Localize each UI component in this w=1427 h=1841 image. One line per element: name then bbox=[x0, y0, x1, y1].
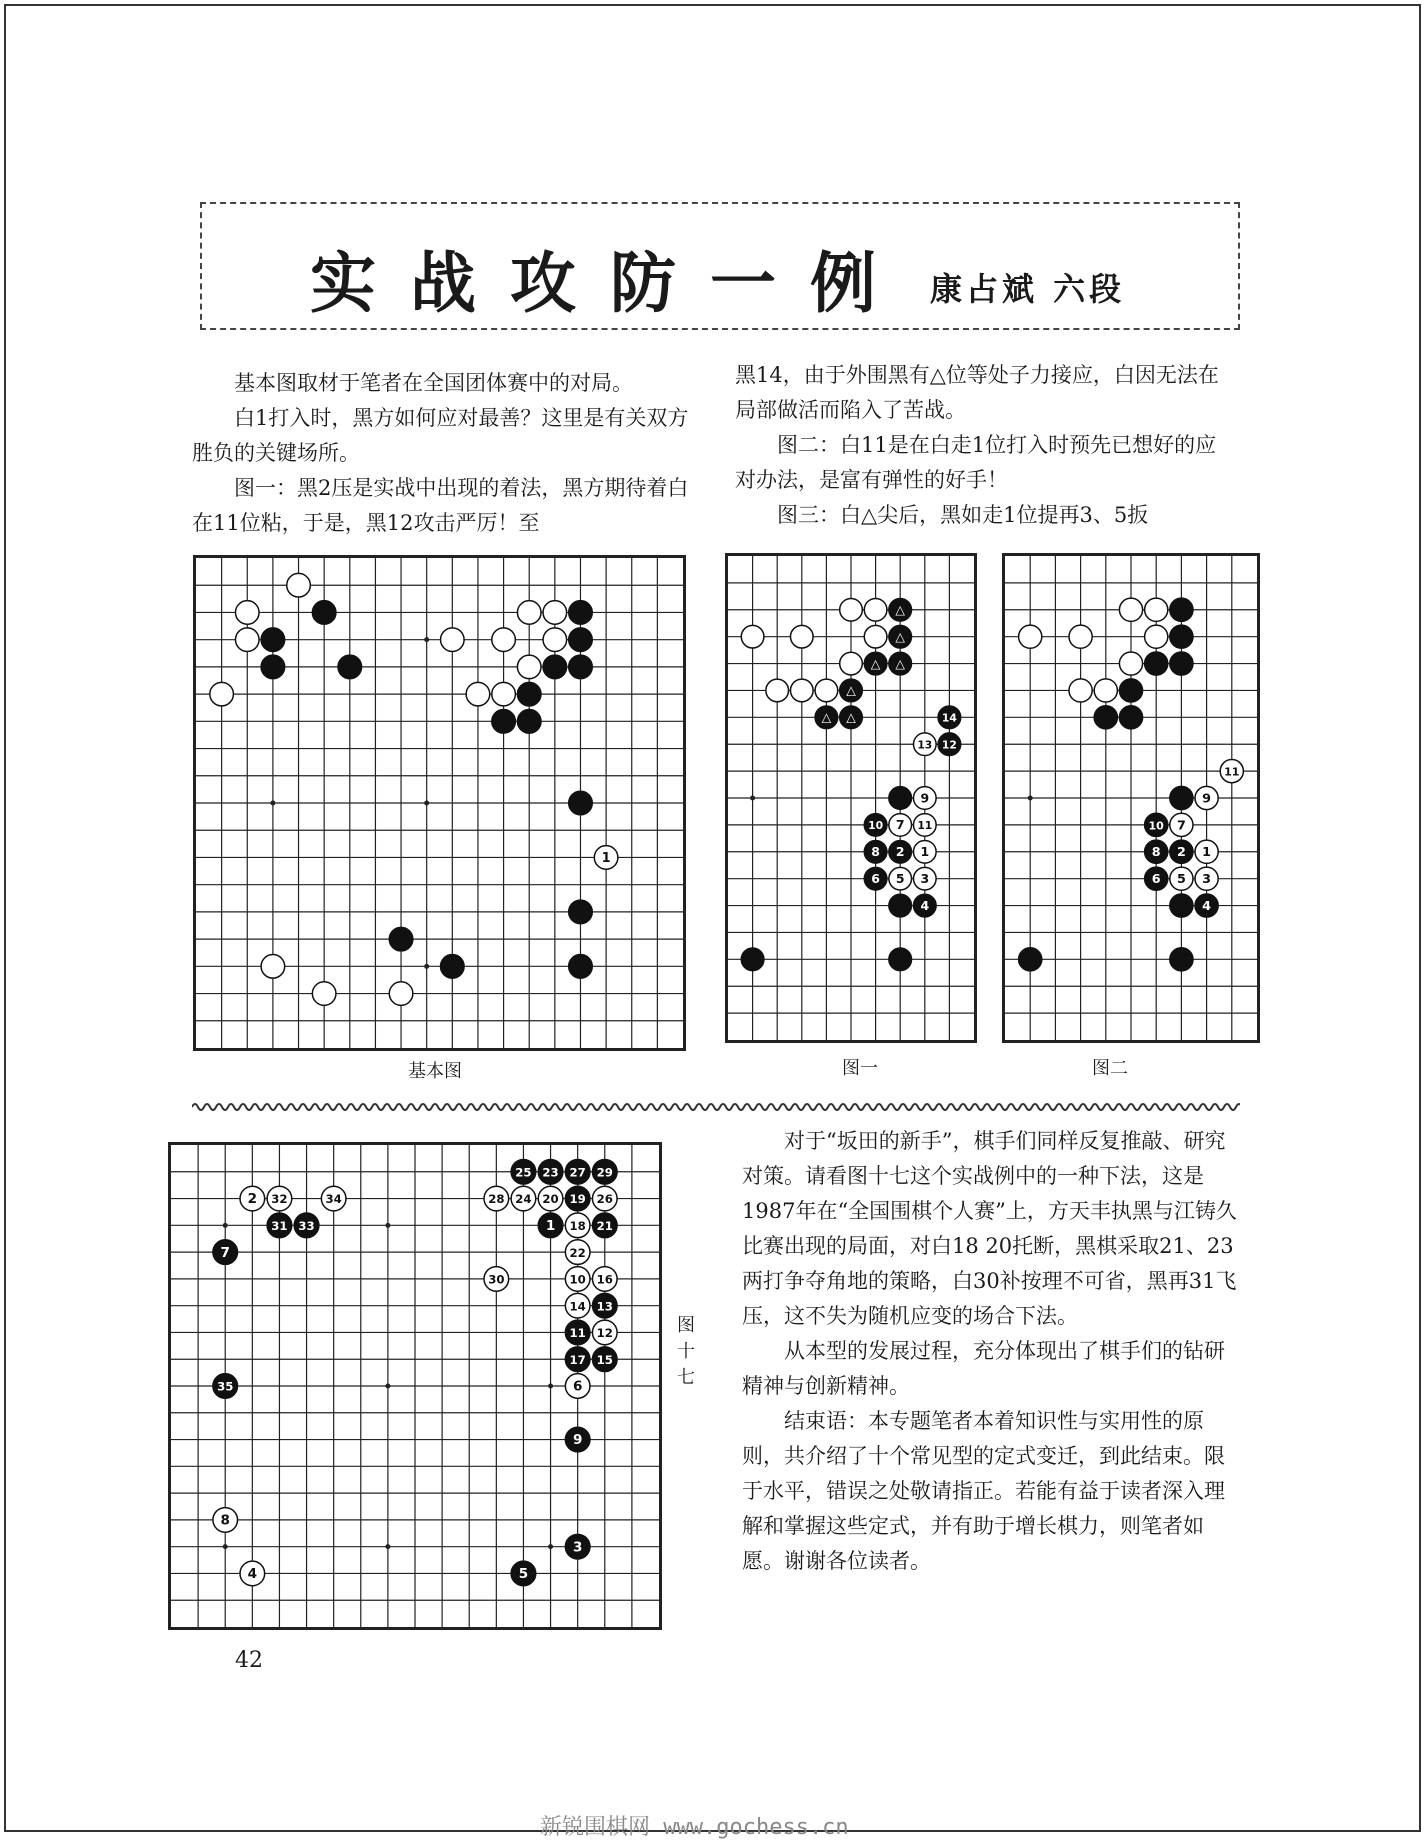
move-number: 3 bbox=[1202, 872, 1212, 888]
lower-text bbox=[742, 1124, 1240, 1579]
white-stone bbox=[913, 867, 936, 890]
black-stone bbox=[592, 1159, 617, 1184]
black-stone bbox=[517, 710, 541, 734]
star-point bbox=[270, 801, 275, 806]
black-stone bbox=[338, 655, 362, 679]
white-stone bbox=[543, 628, 567, 652]
black-stone bbox=[1145, 652, 1168, 675]
article-title: 实战攻防一例 bbox=[310, 244, 910, 322]
black-stone bbox=[517, 682, 541, 706]
white-stone bbox=[1119, 652, 1142, 675]
white-stone bbox=[543, 601, 567, 625]
black-stone bbox=[569, 628, 593, 652]
move-number: 4 bbox=[920, 897, 930, 913]
white-stone bbox=[1170, 867, 1193, 890]
white-stone bbox=[517, 601, 541, 625]
black-stone bbox=[1145, 867, 1168, 890]
move-number: 29 bbox=[596, 1165, 613, 1180]
move-number: 17 bbox=[569, 1352, 586, 1367]
move-number: △ bbox=[821, 709, 832, 725]
move-number: 23 bbox=[542, 1165, 559, 1180]
move-number: 5 bbox=[518, 1566, 529, 1583]
move-number: 5 bbox=[895, 870, 905, 886]
white-stone bbox=[565, 1293, 590, 1318]
white-stone bbox=[565, 1240, 590, 1265]
move-number: △ bbox=[895, 602, 905, 618]
star-point bbox=[385, 1544, 390, 1549]
black-stone bbox=[592, 1293, 617, 1318]
star-point bbox=[223, 1223, 228, 1228]
move-number: 3 bbox=[572, 1539, 583, 1556]
black-stone bbox=[840, 706, 863, 729]
star-point bbox=[1028, 796, 1033, 801]
white-stone bbox=[1145, 598, 1168, 621]
move-number: 10 bbox=[868, 819, 884, 833]
move-number: 31 bbox=[271, 1219, 288, 1234]
move-number: 11 bbox=[917, 819, 933, 833]
move-number: 4 bbox=[1202, 898, 1212, 914]
black-stone bbox=[565, 1159, 590, 1184]
go-board-fig2 bbox=[1002, 553, 1260, 1043]
black-stone bbox=[389, 927, 413, 951]
black-stone bbox=[864, 840, 887, 863]
move-number: 19 bbox=[569, 1192, 586, 1207]
black-stone bbox=[569, 955, 593, 979]
black-stone bbox=[565, 1347, 590, 1372]
white-stone bbox=[287, 573, 311, 597]
black-stone bbox=[569, 900, 593, 924]
white-stone bbox=[1170, 813, 1193, 836]
star-point bbox=[385, 1223, 390, 1228]
paragraph: 图二：白11是在白走1位打入时预先已想好的应对办法，是富有弹性的好手！ bbox=[735, 433, 1217, 492]
move-number: 11 bbox=[569, 1326, 586, 1341]
paragraph: 黑14，由于外围黑有△位等处子力接应，白因无法在局部做活而陷入了苦战。 bbox=[735, 363, 1219, 422]
move-number: 12 bbox=[941, 738, 957, 752]
white-stone bbox=[913, 814, 936, 837]
black-stone bbox=[592, 1347, 617, 1372]
white-stone bbox=[441, 628, 465, 652]
black-stone bbox=[913, 894, 936, 917]
black-stone bbox=[938, 733, 961, 756]
article-author: 康占斌 六段 bbox=[930, 270, 1126, 308]
move-number: 2 bbox=[1176, 845, 1186, 861]
white-stone bbox=[1019, 625, 1042, 648]
paragraph: 从本型的发展过程，充分体现出了棋手们的钻研精神与创新精神。 bbox=[742, 1339, 1225, 1398]
black-stone bbox=[1170, 786, 1193, 809]
white-stone bbox=[889, 867, 912, 890]
move-number: 11 bbox=[1224, 765, 1240, 779]
black-stone bbox=[592, 1213, 617, 1238]
move-number: 1 bbox=[545, 1218, 556, 1235]
white-stone bbox=[492, 682, 516, 706]
black-stone bbox=[741, 948, 764, 971]
white-stone bbox=[267, 1186, 292, 1211]
move-number: △ bbox=[895, 655, 905, 671]
black-stone bbox=[938, 706, 961, 729]
white-stone bbox=[466, 682, 490, 706]
white-stone bbox=[240, 1186, 265, 1211]
go-board-fig17 bbox=[168, 1142, 662, 1630]
black-stone bbox=[565, 1320, 590, 1345]
white-stone bbox=[210, 682, 234, 706]
star-point bbox=[424, 637, 429, 642]
white-stone bbox=[389, 982, 413, 1006]
white-stone bbox=[790, 679, 813, 702]
move-number: 25 bbox=[515, 1165, 532, 1180]
white-stone bbox=[592, 1320, 617, 1345]
move-number: 7 bbox=[1176, 818, 1186, 834]
move-number: 10 bbox=[569, 1272, 586, 1287]
board-grid bbox=[171, 1145, 659, 1627]
black-stone bbox=[864, 814, 887, 837]
move-number: 2 bbox=[895, 844, 905, 860]
caption-fig1: 图一 bbox=[842, 1058, 878, 1079]
move-number: 5 bbox=[1176, 872, 1186, 888]
move-number: 1 bbox=[1202, 845, 1212, 861]
black-stone bbox=[889, 787, 912, 810]
move-number: 27 bbox=[569, 1165, 586, 1180]
white-stone bbox=[913, 787, 936, 810]
white-stone bbox=[790, 625, 813, 648]
white-stone bbox=[565, 1267, 590, 1292]
white-stone bbox=[1119, 598, 1142, 621]
paragraph: 结束语：本专题笔者本着知识性与实用性的原则，共介绍了十个常见型的定式变迁，到此结束。限于水平，错误之处敬请指正。若能有益于读者深入理解和掌握这些定式，并有助于增长棋力，则笔者如愿。谢谢各位读者。 bbox=[742, 1409, 1225, 1573]
black-stone bbox=[511, 1561, 536, 1586]
move-number: 7 bbox=[220, 1244, 230, 1261]
move-number: 32 bbox=[271, 1192, 288, 1207]
black-stone bbox=[864, 867, 887, 890]
white-stone bbox=[594, 846, 618, 870]
white-stone bbox=[235, 628, 259, 652]
move-number: 7 bbox=[895, 817, 905, 833]
white-stone bbox=[913, 733, 936, 756]
white-stone bbox=[312, 982, 336, 1006]
move-number: 10 bbox=[1148, 819, 1164, 833]
right-column-text bbox=[735, 358, 1235, 533]
black-stone bbox=[1094, 706, 1117, 729]
white-stone bbox=[1195, 786, 1218, 809]
black-stone bbox=[569, 791, 593, 815]
black-stone bbox=[889, 894, 912, 917]
move-number: 28 bbox=[488, 1192, 505, 1207]
move-number: 6 bbox=[572, 1378, 583, 1395]
black-stone bbox=[565, 1427, 590, 1452]
black-stone bbox=[1019, 948, 1042, 971]
black-stone bbox=[441, 955, 465, 979]
black-stone bbox=[261, 628, 285, 652]
wavy-divider bbox=[192, 1100, 1240, 1114]
black-stone bbox=[889, 598, 912, 621]
white-stone bbox=[538, 1186, 563, 1211]
move-number: 20 bbox=[542, 1192, 559, 1207]
black-stone bbox=[1170, 652, 1193, 675]
black-stone bbox=[213, 1240, 238, 1265]
move-number: 8 bbox=[1151, 845, 1161, 861]
white-stone bbox=[592, 1267, 617, 1292]
white-stone bbox=[235, 601, 259, 625]
paragraph: 对于“坂田的新手”，棋手们同样反复推敲、研究对策。请看图十七这个实战例中的一种下法，这是1987年在“全国围棋个人赛”上，方天丰执黑与江铸久比赛出现的局面，对白18 20托断，黑棋采取21、23两打争夺角地的策略，白30补按理不可省，黑再31飞压，这不失为随机应变的场合下法。 bbox=[742, 1129, 1237, 1328]
move-number: 3 bbox=[920, 870, 930, 886]
star-point bbox=[424, 964, 429, 969]
white-stone bbox=[840, 598, 863, 621]
white-stone bbox=[592, 1186, 617, 1211]
black-stone bbox=[543, 655, 567, 679]
star-point bbox=[750, 796, 755, 801]
black-stone bbox=[569, 655, 593, 679]
black-stone bbox=[538, 1159, 563, 1184]
black-stone bbox=[889, 948, 912, 971]
black-stone bbox=[1119, 679, 1142, 702]
black-stone bbox=[1145, 840, 1168, 863]
board-grid bbox=[196, 558, 683, 1048]
move-number: 16 bbox=[596, 1272, 613, 1287]
white-stone bbox=[321, 1186, 346, 1211]
black-stone bbox=[1170, 625, 1193, 648]
move-number: 14 bbox=[941, 711, 957, 725]
move-number: 24 bbox=[515, 1192, 532, 1207]
move-number: △ bbox=[846, 682, 856, 698]
black-stone bbox=[815, 706, 838, 729]
white-stone bbox=[741, 625, 764, 648]
white-stone bbox=[1145, 625, 1168, 648]
black-stone bbox=[1170, 948, 1193, 971]
white-stone bbox=[864, 598, 887, 621]
move-number: 12 bbox=[596, 1326, 613, 1341]
move-number: 9 bbox=[920, 790, 930, 806]
black-stone bbox=[213, 1374, 238, 1399]
black-stone bbox=[511, 1159, 536, 1184]
move-number: △ bbox=[846, 709, 856, 725]
white-stone bbox=[565, 1213, 590, 1238]
move-number: 35 bbox=[217, 1379, 234, 1394]
white-stone bbox=[1094, 679, 1117, 702]
move-number: 30 bbox=[488, 1272, 505, 1287]
black-stone bbox=[840, 679, 863, 702]
paragraph: 图三：白△尖后，黑如走1位提再3、5扳 bbox=[777, 503, 1149, 527]
white-stone bbox=[913, 840, 936, 863]
caption-fig2: 图二 bbox=[1092, 1058, 1128, 1079]
move-number: 1 bbox=[920, 844, 930, 860]
black-stone bbox=[565, 1186, 590, 1211]
board-grid bbox=[1005, 556, 1257, 1040]
move-number: 8 bbox=[220, 1512, 230, 1529]
paragraph: 白1打入时，黑方如何应对最善？这里是有关双方胜负的关键场所。 bbox=[192, 406, 689, 465]
white-stone bbox=[815, 679, 838, 702]
white-stone bbox=[1195, 840, 1218, 863]
move-number: 1 bbox=[601, 850, 611, 866]
white-stone bbox=[766, 679, 789, 702]
white-stone bbox=[840, 652, 863, 675]
caption-basic: 基本图 bbox=[408, 1061, 462, 1082]
black-stone bbox=[267, 1213, 292, 1238]
black-stone bbox=[492, 710, 516, 734]
white-stone bbox=[864, 625, 887, 648]
move-number: 13 bbox=[917, 738, 933, 752]
move-number: 22 bbox=[569, 1245, 586, 1260]
move-number: 6 bbox=[871, 870, 880, 886]
white-stone bbox=[889, 814, 912, 837]
black-stone bbox=[1170, 598, 1193, 621]
white-stone bbox=[1220, 760, 1243, 783]
white-stone bbox=[511, 1186, 536, 1211]
move-number: 8 bbox=[871, 844, 880, 860]
move-number: 9 bbox=[1202, 791, 1212, 807]
black-stone bbox=[565, 1534, 590, 1559]
paragraph: 图一：黑2压是实战中出现的着法，黑方期待着白在11位粘，于是，黑12攻击严厉！至 bbox=[192, 476, 689, 535]
white-stone bbox=[484, 1186, 509, 1211]
move-number: 21 bbox=[596, 1219, 613, 1234]
black-stone bbox=[1119, 706, 1142, 729]
left-column-text bbox=[192, 366, 692, 541]
white-stone bbox=[213, 1508, 238, 1533]
go-board-basic bbox=[193, 555, 686, 1051]
watermark: 新锐围棋网 www.gochess.cn bbox=[540, 1815, 849, 1840]
move-number: 6 bbox=[1151, 872, 1161, 888]
star-point bbox=[223, 1544, 228, 1549]
white-stone bbox=[1195, 867, 1218, 890]
black-stone bbox=[889, 840, 912, 863]
star-point bbox=[385, 1384, 390, 1389]
black-stone bbox=[538, 1213, 563, 1238]
move-number: 26 bbox=[596, 1192, 613, 1207]
move-number: 15 bbox=[596, 1352, 613, 1367]
black-stone bbox=[1170, 894, 1193, 917]
black-stone bbox=[312, 601, 336, 625]
black-stone bbox=[1195, 894, 1218, 917]
white-stone bbox=[261, 955, 285, 979]
black-stone bbox=[864, 652, 887, 675]
star-point bbox=[424, 801, 429, 806]
white-stone bbox=[484, 1267, 509, 1292]
move-number: 13 bbox=[596, 1299, 613, 1314]
black-stone bbox=[261, 655, 285, 679]
white-stone bbox=[565, 1374, 590, 1399]
black-stone bbox=[1145, 813, 1168, 836]
move-number: △ bbox=[870, 655, 881, 671]
star-point bbox=[548, 1384, 553, 1389]
board-grid bbox=[728, 556, 974, 1040]
caption-fig17: 图 十 七 bbox=[677, 1315, 695, 1388]
move-number: 14 bbox=[569, 1299, 586, 1314]
paragraph: 基本图取材于笔者在全国团体赛中的对局。 bbox=[234, 371, 633, 395]
white-stone bbox=[492, 628, 516, 652]
move-number: 33 bbox=[298, 1219, 315, 1234]
move-number: △ bbox=[895, 628, 905, 644]
white-stone bbox=[1069, 625, 1092, 648]
black-stone bbox=[889, 625, 912, 648]
page-number: 42 bbox=[235, 1648, 263, 1673]
move-number: 18 bbox=[569, 1219, 586, 1234]
white-stone bbox=[517, 655, 541, 679]
black-stone bbox=[889, 652, 912, 675]
move-number: 9 bbox=[572, 1432, 583, 1449]
black-stone bbox=[569, 601, 593, 625]
star-point bbox=[548, 1544, 553, 1549]
white-stone bbox=[240, 1561, 265, 1586]
move-number: 34 bbox=[325, 1192, 342, 1207]
move-number: 2 bbox=[247, 1191, 258, 1208]
move-number: 4 bbox=[247, 1566, 258, 1583]
black-stone bbox=[1170, 840, 1193, 863]
white-stone bbox=[1069, 679, 1092, 702]
go-board-fig1 bbox=[725, 553, 977, 1043]
black-stone bbox=[294, 1213, 319, 1238]
